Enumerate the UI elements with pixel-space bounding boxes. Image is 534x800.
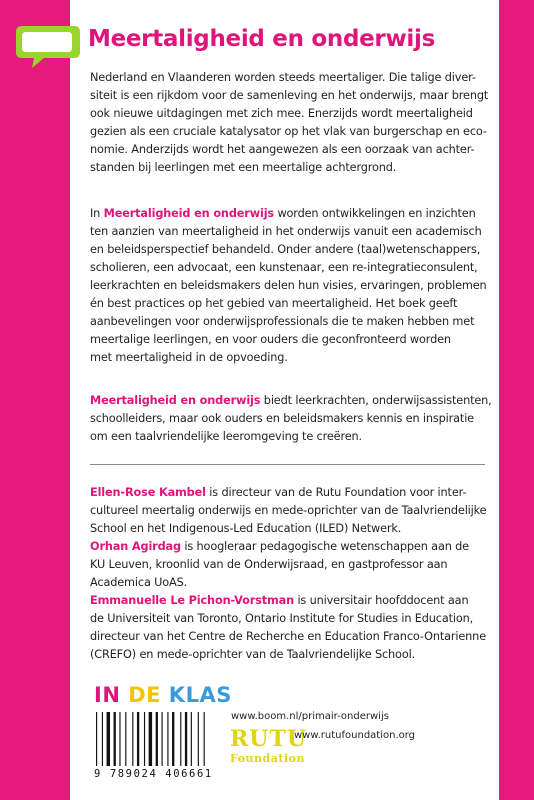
text-line: met meertaligheid in de opvoeding. [90,351,288,364]
text-line: Meertaligheid en onderwijs biedt leerkrachten, onderwijsassistenten, [90,394,492,407]
text-line: Emmanuelle Le Pichon-Vorstman is universitair hoofddocent aan [90,594,469,607]
book-title: Meertaligheid en onderwijs [88,26,435,52]
text-line: (CREFO) en mede-oprichter van de Taalvriendelijke School. [90,648,416,661]
publisher-url: www.boom.nl/primair-onderwijs [231,711,389,722]
text-line: Nederland en Vlaanderen worden steeds meertaliger. Die talige diver- [90,71,476,84]
text-line: scholieren, een advocaat, een kunstenaar, een re-integratieconsulent, [90,261,478,274]
book-title-inline: Meertaligheid en onderwijs [103,207,274,220]
speech-bubble-icon [10,22,82,70]
text-line: aanbevelingen voor onderwijsprofessionals die te maken hebben met [90,315,475,328]
text-line: én best practices op het gebied van meertaligheid. Het boek geeft [90,297,458,310]
author-name: Orhan Agirdag [90,540,181,553]
text-line: gezien als een cruciale katalysator op het vlak van burgerschap en eco- [90,125,487,138]
rutu-logo-sub: Foundation [230,752,305,765]
text-line: directeur van het Centre de Recherche en Education Franco-Ontarienne [90,630,486,643]
text-line: de Universiteit van Toronto, Ontario Institute for Studies in Education, [90,612,474,625]
text-line: Ellen-Rose Kambel is directeur van de Rutu Foundation voor inter- [90,486,467,499]
text-line: ten aanzien van meertaligheid in het onderwijs vanuit een academisch [90,225,482,238]
author-bios [90,484,490,664]
text-line: In Meertaligheid en onderwijs worden ontwikkelingen en inzichten [90,207,476,220]
text-line: School en het Indigenous-Led Education (ILED) Netwerk. [90,522,402,535]
text-line: meertalige leerlingen, en voor ouders die geconfronteerd worden [90,333,451,346]
audience-paragraph [90,392,490,446]
text-line: cultureel meertalig onderwijs en mede-oprichter van de Taalvriendelijke [90,504,487,517]
text-line: Orhan Agirdag is hoogleraar pedagogische wetenschappen aan de [90,540,469,553]
rutu-logo: RUTU [230,726,308,752]
text-line: en beleidsperspectief behandeld. Onder andere (taal)wetenschappers, [90,243,481,256]
text-line: om een taalvriendelijke leeromgeving te creëren. [90,430,362,443]
text-line: Academica UoAS. [90,576,188,589]
series-logo: IN DE KLAS [94,683,232,707]
intro-paragraph [90,69,490,177]
author-name: Ellen-Rose Kambel [90,486,206,499]
isbn-number: 9 789024 406661 [94,768,213,780]
barcode [90,712,212,774]
text-line: standen bij leerlingen met een meertalige achtergrond. [90,161,397,174]
text-line: nomie. Anderzijds wordt het aangewezen als een oorzaak van achter- [90,143,475,156]
text-line: siteit is een rijkdom voor de samenleving en het onderwijs, maar brengt [90,89,489,102]
foundation-url: www.rutufoundation.org [294,730,416,741]
divider [90,464,485,465]
text-line: schoolleiders, maar ook ouders en beleidsmakers kennis en inspiratie [90,412,474,425]
author-name: Emmanuelle Le Pichon-Vorstman [90,594,294,607]
text-line: KU Leuven, kroonlid van de Onderwijsraad, en gastprofessor aan [90,558,448,571]
description-paragraph [90,205,490,367]
book-title-inline: Meertaligheid en onderwijs [90,394,261,407]
text-line: ook nieuwe uitdagingen met zich mee. Enerzijds wordt meertaligheid [90,107,473,120]
text-line: leerkrachten en beleidsmakers delen hun visies, ervaringen, problemen [90,279,487,292]
